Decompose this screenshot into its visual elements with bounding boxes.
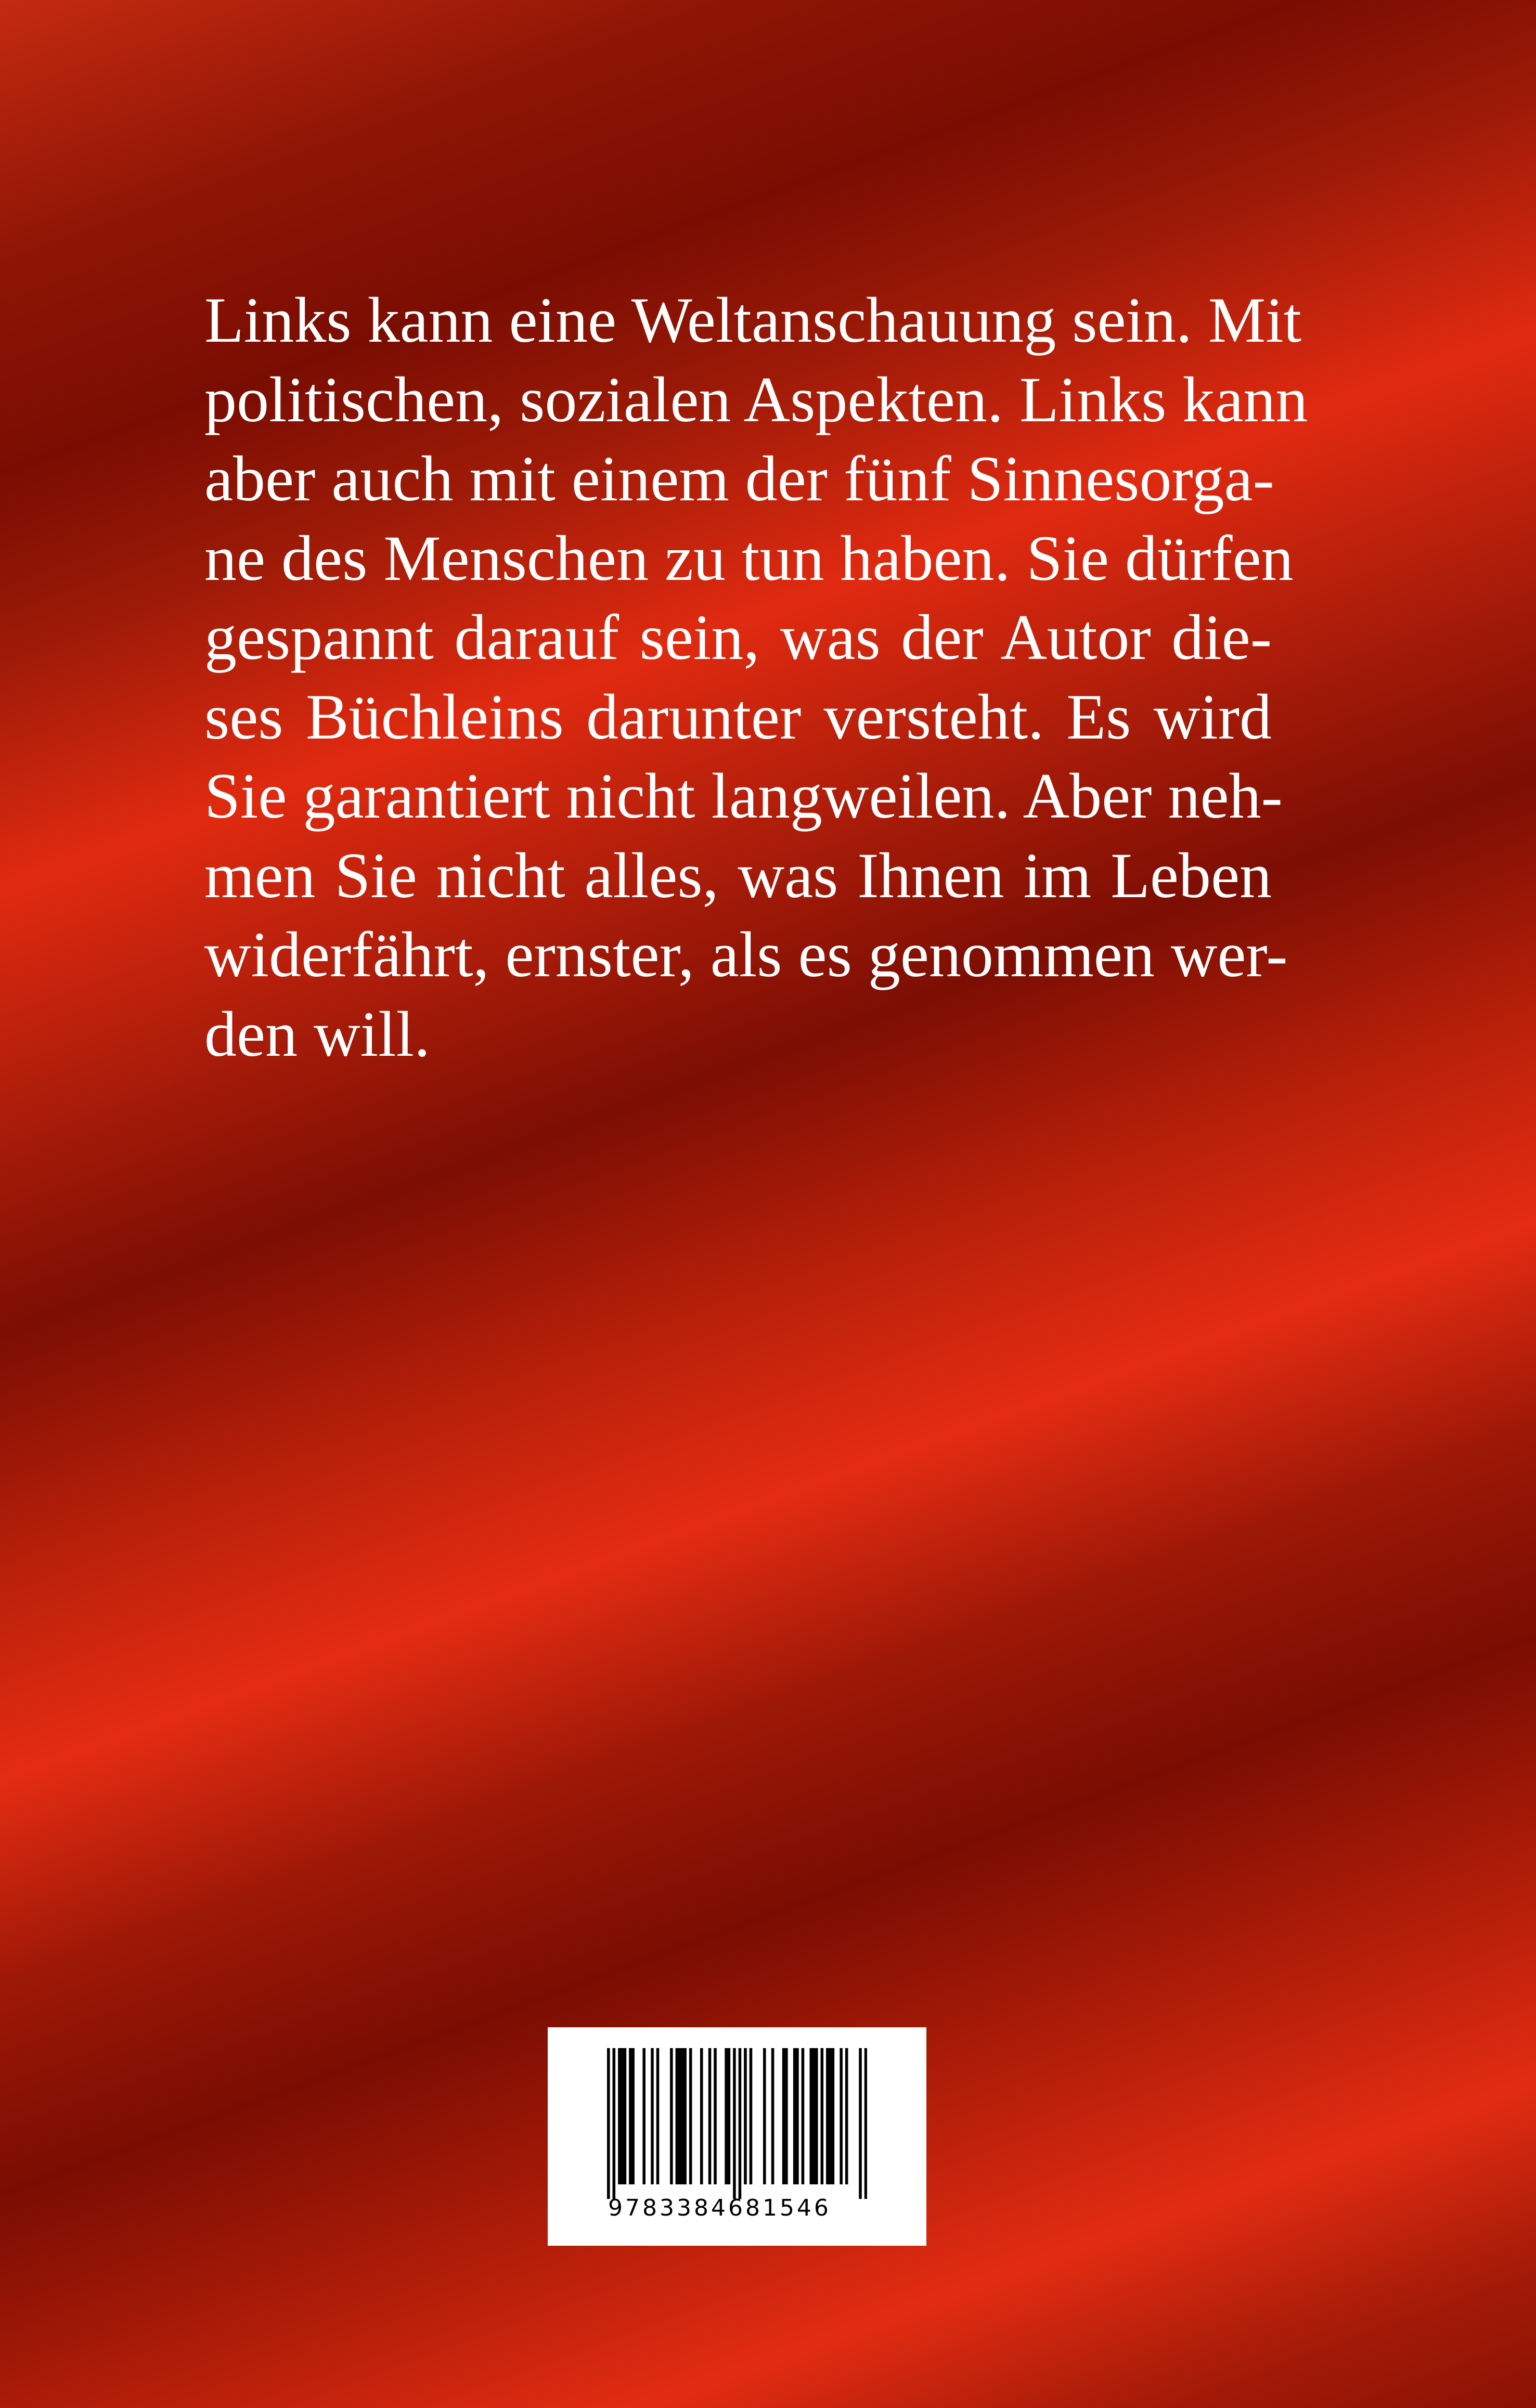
barcode-bar	[656, 2048, 660, 2184]
barcode-bar	[821, 2048, 824, 2184]
barcode-bar	[750, 2048, 753, 2184]
isbn-number: 9783384681546	[608, 2195, 831, 2221]
barcode-bar	[845, 2048, 848, 2184]
barcode-bar	[624, 2048, 627, 2184]
barcode-bar	[733, 2048, 736, 2199]
barcode-bar	[840, 2048, 843, 2184]
blurb-line: ses Büchleins darunter versteht. Es wird	[204, 681, 1272, 753]
barcode-bar	[812, 2048, 816, 2184]
blurb-line: politischen, sozialen Aspekten. Links kann	[204, 364, 1308, 435]
blurb-line: men Sie nicht alles, was Ihnen im Leben	[204, 839, 1272, 911]
barcode-bar	[802, 2048, 805, 2184]
blurb-line: aber auch mit einem der fünf Sinnesorga-	[204, 443, 1274, 514]
barcode-bar	[859, 2048, 862, 2199]
blurb-line: Links kann eine Weltanschauung sein. Mit	[204, 284, 1302, 356]
barcode-bar	[631, 2048, 635, 2184]
barcode-bar	[739, 2048, 742, 2199]
barcode-bar	[832, 2048, 835, 2184]
barcode-bar	[714, 2048, 717, 2184]
barcode-bar	[700, 2048, 703, 2184]
barcode-bar	[744, 2048, 747, 2184]
blurb-line: widerfährt, ernster, als es genommen wer-	[204, 919, 1288, 990]
barcode-label	[548, 2027, 926, 2246]
barcode-bar	[771, 2048, 775, 2184]
barcode-bar	[621, 2048, 624, 2184]
barcode-bar	[864, 2048, 867, 2199]
barcode-bar	[689, 2048, 692, 2184]
blurb-line: gespannt darauf sein, was der Autor die-	[204, 602, 1272, 673]
barcode-bar	[676, 2048, 679, 2184]
barcode-icon	[607, 2048, 867, 2199]
blurb-text	[204, 281, 1308, 1074]
barcode-bar	[681, 2048, 684, 2184]
blurb-line: ne des Menschen zu tun haben. Sie dürfen	[204, 522, 1294, 594]
barcode-bar	[618, 2048, 621, 2184]
barcode-bar	[796, 2048, 799, 2184]
barcode-bar	[809, 2048, 812, 2184]
barcode-bar	[793, 2048, 796, 2184]
barcode-bar	[725, 2048, 728, 2184]
blurb-line: Sie garantiert nicht langweilen. Aber neh-	[204, 760, 1283, 832]
barcode-bar	[670, 2048, 673, 2184]
barcode-bar	[708, 2048, 712, 2184]
barcode-bar	[785, 2048, 788, 2184]
barcode-bar	[607, 2048, 610, 2199]
barcode-bar	[829, 2048, 832, 2184]
barcode-bar	[678, 2048, 681, 2184]
barcode-bar	[728, 2048, 731, 2184]
barcode-bar	[782, 2048, 785, 2184]
barcode-bar	[642, 2048, 646, 2184]
barcode-bar	[826, 2048, 829, 2184]
barcode-bar	[629, 2048, 632, 2184]
barcode-bar	[815, 2048, 818, 2184]
barcode-bar	[763, 2048, 766, 2184]
barcode-bar	[683, 2048, 687, 2184]
barcode-bar	[651, 2048, 654, 2184]
barcode-bar	[613, 2048, 616, 2199]
blurb-line: den will.	[204, 998, 430, 1070]
